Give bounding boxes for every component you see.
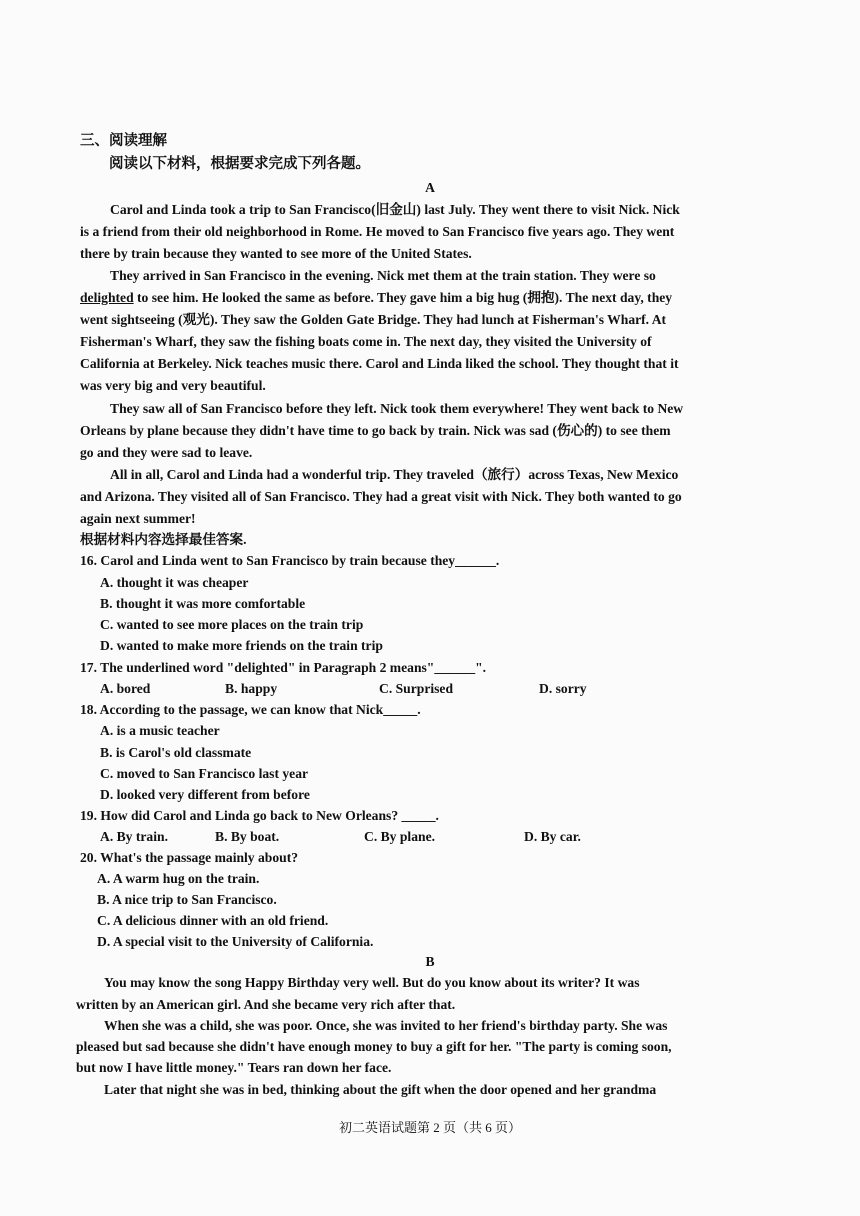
passage-a-p2-line: went sightseeing (观光). They saw the Golden Gate Bridge. They had lunch at Fisherman's Wharf. At <box>80 312 667 327</box>
question-19-option-c: C. By plane. <box>364 829 436 844</box>
passage-a-p2-line: California at Berkeley. Nick teaches music there. Carol and Linda liked the school. They thought that it <box>80 356 679 371</box>
question-18-option-b: B. is Carol's old classmate <box>100 745 252 760</box>
passage-b-p2-line: but now I have little money." Tears ran down her face. <box>76 1060 392 1075</box>
questions-instruction: 根据材料内容选择最佳答案. <box>80 532 247 547</box>
question-17-stem: 17. The underlined word "delighted" in Paragraph 2 means"______". <box>80 660 487 675</box>
page-footer: 初二英语试题第 2 页（共 6 页） <box>338 1120 521 1135</box>
question-17-option-c: C. Surprised <box>379 681 454 696</box>
passage-a-p4-line: All in all, Carol and Linda had a wonderful trip. They traveled（旅行）across Texas, New Mexico <box>110 467 679 482</box>
question-17-option-b: B. happy <box>225 681 278 696</box>
passage-a-p2-line <box>80 289 672 307</box>
question-18-option-a: A. is a music teacher <box>100 723 220 738</box>
question-17-option-a: A. bored <box>100 681 151 696</box>
question-16-option-d: D. wanted to make more friends on the train trip <box>100 638 383 653</box>
passage-a-p2-line: was very big and very beautiful. <box>80 378 266 393</box>
passage-a-p3-line: go and they were sad to leave. <box>80 445 253 460</box>
section-title: 三、阅读理解 <box>80 133 167 149</box>
passage-a-p1-line: is a friend from their old neighborhood in Rome. He moved to San Francisco five years ago. They went <box>80 224 675 239</box>
passage-a-p4-line: again next summer! <box>80 511 196 526</box>
underlined-word: delighted <box>80 290 134 305</box>
question-19-option-b: B. By boat. <box>215 829 280 844</box>
question-18-option-c: C. moved to San Francisco last year <box>100 766 309 781</box>
question-20-option-c: C. A delicious dinner with an old friend. <box>97 913 329 928</box>
passage-a-label: A <box>425 180 435 195</box>
question-19-stem: 19. How did Carol and Linda go back to New Orleans? _____. <box>80 808 439 823</box>
passage-a-p3-line: Orleans by plane because they didn't have time to go back by train. Nick was sad (伤心的) to see them <box>80 423 671 438</box>
passage-b-p2-line: When she was a child, she was poor. Once, she was invited to her friend's birthday party. She was <box>104 1018 668 1033</box>
question-18-option-d: D. looked very different from before <box>100 787 310 802</box>
section-instruction: 阅读以下材料，根据要求完成下列各题。 <box>109 156 370 172</box>
question-16-option-a: A. thought it was cheaper <box>100 575 249 590</box>
passage-a-p4-line: and Arizona. They visited all of San Francisco. They had a great visit with Nick. They both wanted to go <box>80 489 682 504</box>
question-17-option-d: D. sorry <box>539 681 587 696</box>
question-19-option-a: A. By train. <box>100 829 168 844</box>
passage-a-p2-line: They arrived in San Francisco in the evening. Nick met them at the train station. They were so <box>110 268 656 283</box>
passage-b-p1-line: You may know the song Happy Birthday very well. But do you know about its writer? It was <box>104 975 640 990</box>
question-19-option-d: D. By car. <box>524 829 581 844</box>
question-20-option-a: A. A warm hug on the train. <box>97 871 260 886</box>
question-20-option-b: B. A nice trip to San Francisco. <box>97 892 277 907</box>
passage-b-label: B <box>425 954 435 969</box>
question-16-option-c: C. wanted to see more places on the train trip <box>100 617 364 632</box>
passage-b-p3-line: Later that night she was in bed, thinking about the gift when the door opened and her grandma <box>104 1082 657 1097</box>
question-20-option-d: D. A special visit to the University of California. <box>97 934 374 949</box>
passage-b-p1-line: written by an American girl. And she became very rich after that. <box>76 997 456 1012</box>
question-20-stem: 20. What's the passage mainly about? <box>80 850 299 865</box>
passage-a-p3-line: They saw all of San Francisco before they left. Nick took them everywhere! They went back to New <box>110 401 684 416</box>
question-18-stem: 18. According to the passage, we can know that Nick_____. <box>80 702 421 717</box>
passage-a-p1-line: Carol and Linda took a trip to San Francisco(旧金山) last July. They went there to visit Nick. Nick <box>110 202 680 217</box>
passage-a-p2-line: Fisherman's Wharf, they saw the fishing boats come in. The next day, they visited the University of <box>80 334 652 349</box>
passage-a-p2-line-rest: to see him. He looked the same as before. They gave him a big hug (拥抱). The next day, they <box>133 290 673 305</box>
question-16-option-b: B. thought it was more comfortable <box>100 596 306 611</box>
passage-b-p2-line: pleased but sad because she didn't have enough money to buy a gift for her. "The party is coming soon, <box>76 1039 672 1054</box>
passage-a-p1-line: there by train because they wanted to see more of the United States. <box>80 246 472 261</box>
question-16-stem: 16. Carol and Linda went to San Francisco by train because they______. <box>80 553 500 568</box>
